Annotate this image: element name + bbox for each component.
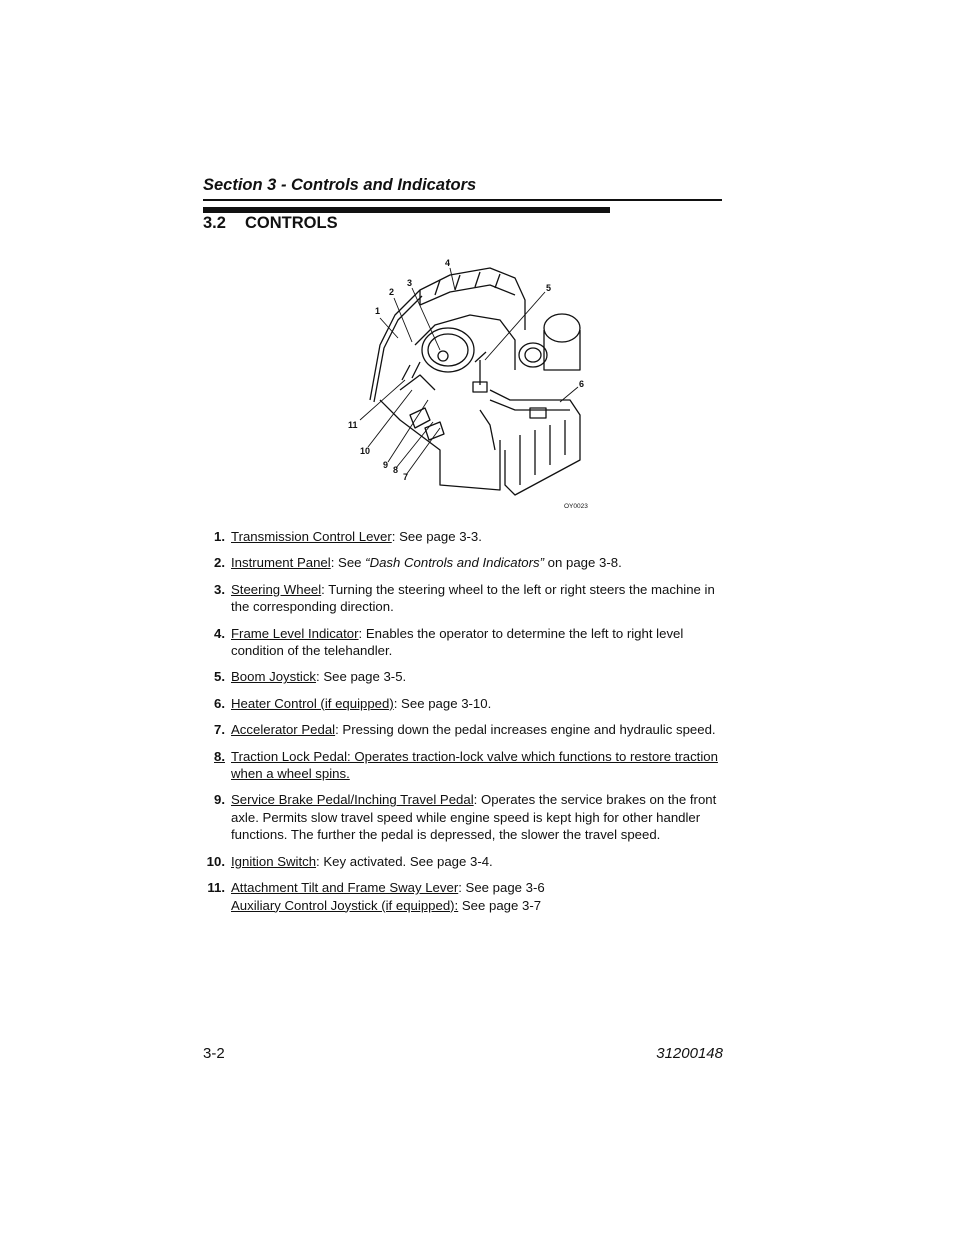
list-item: 1. Transmission Control Lever: See page 3-3. [214, 529, 482, 544]
heading-title: CONTROLS [245, 214, 338, 232]
callout-3: 3 [407, 278, 413, 288]
figure-code: OY0023 [564, 503, 588, 510]
item-label: Heater Control (if equipped) [231, 695, 394, 711]
list-item: 4. Frame Level Indicator: Enables the operator to determine the left to right level condition of the telehandler. [214, 625, 684, 659]
list-item: 6. Heater Control (if equipped): See page 3-10. [214, 695, 492, 711]
item-label: Steering Wheel [231, 581, 322, 597]
list-item: 9. Service Brake Pedal/Inching Travel Pedal: Operates the service brakes on the front axle. Permits slow travel speed while engine speed is kept high for other handler functions. The further the pedal is depressed, the slower the travel speed. [214, 792, 717, 843]
header-rule-thin [203, 199, 722, 201]
item-label: Frame Level Indicator [231, 625, 359, 641]
item-label: Boom Joystick [231, 669, 317, 685]
callout-11: 11 [348, 420, 358, 430]
item-label: Attachment Tilt and Frame Sway Lever [231, 880, 459, 896]
list-item: 10. Ignition Switch: Key activated. See page 3-4. [206, 853, 493, 869]
controls-list [203, 528, 723, 923]
section-header [203, 176, 722, 213]
callout-6: 6 [579, 379, 585, 389]
callout-7: 7 [403, 472, 409, 482]
list-item: 3. Steering Wheel: Turning the steering wheel to the left or right steers the machine in the corresponding direction. [214, 581, 715, 615]
list-item: 7. Accelerator Pedal: Pressing down the pedal increases engine and hydraulic speed. [214, 722, 716, 738]
item-label: Service Brake Pedal/Inching Travel Pedal [231, 792, 474, 808]
controls-figure [340, 250, 600, 515]
section-title: Section 3 - Controls and Indicators [203, 176, 477, 194]
page-number: 3-2 [203, 1045, 225, 1062]
list-item: 8. Traction Lock Pedal: Operates traction-lock valve which functions to restore traction when a wheel spins. [214, 748, 718, 782]
callout-2: 2 [389, 287, 395, 297]
item-label: Instrument Panel [231, 555, 331, 571]
callout-1: 1 [375, 306, 381, 316]
cab-illustration [340, 250, 600, 515]
callout-9: 9 [383, 460, 389, 470]
callout-10: 10 [360, 446, 371, 456]
heading-number: 3.2 [203, 214, 226, 232]
callout-4: 4 [445, 258, 451, 268]
section-heading [203, 214, 338, 233]
item-label: Transmission Control Lever [231, 529, 392, 544]
item-label: Traction Lock Pedal: Operates traction-lock valve which functions to restore traction when a wheel spins. [231, 748, 718, 782]
list-item: 2. Instrument Panel: See “Dash Controls and Indicators” on page 3-8. [214, 555, 622, 571]
document-number: 31200148 [656, 1045, 723, 1062]
header-rule-thick [203, 207, 610, 213]
callout-5: 5 [546, 283, 552, 293]
item-label-secondary: Auxiliary Control Joystick (if equipped): [231, 897, 459, 913]
list-item: 11. Attachment Tilt and Frame Sway Lever: See page 3-6 Auxiliary Control Joystick (if equipped): See page 3-7 [207, 880, 545, 913]
callout-8: 8 [393, 465, 399, 475]
item-label: Ignition Switch [231, 853, 317, 869]
list-item: 5. Boom Joystick: See page 3-5. [214, 669, 407, 685]
item-label: Accelerator Pedal [231, 722, 336, 738]
